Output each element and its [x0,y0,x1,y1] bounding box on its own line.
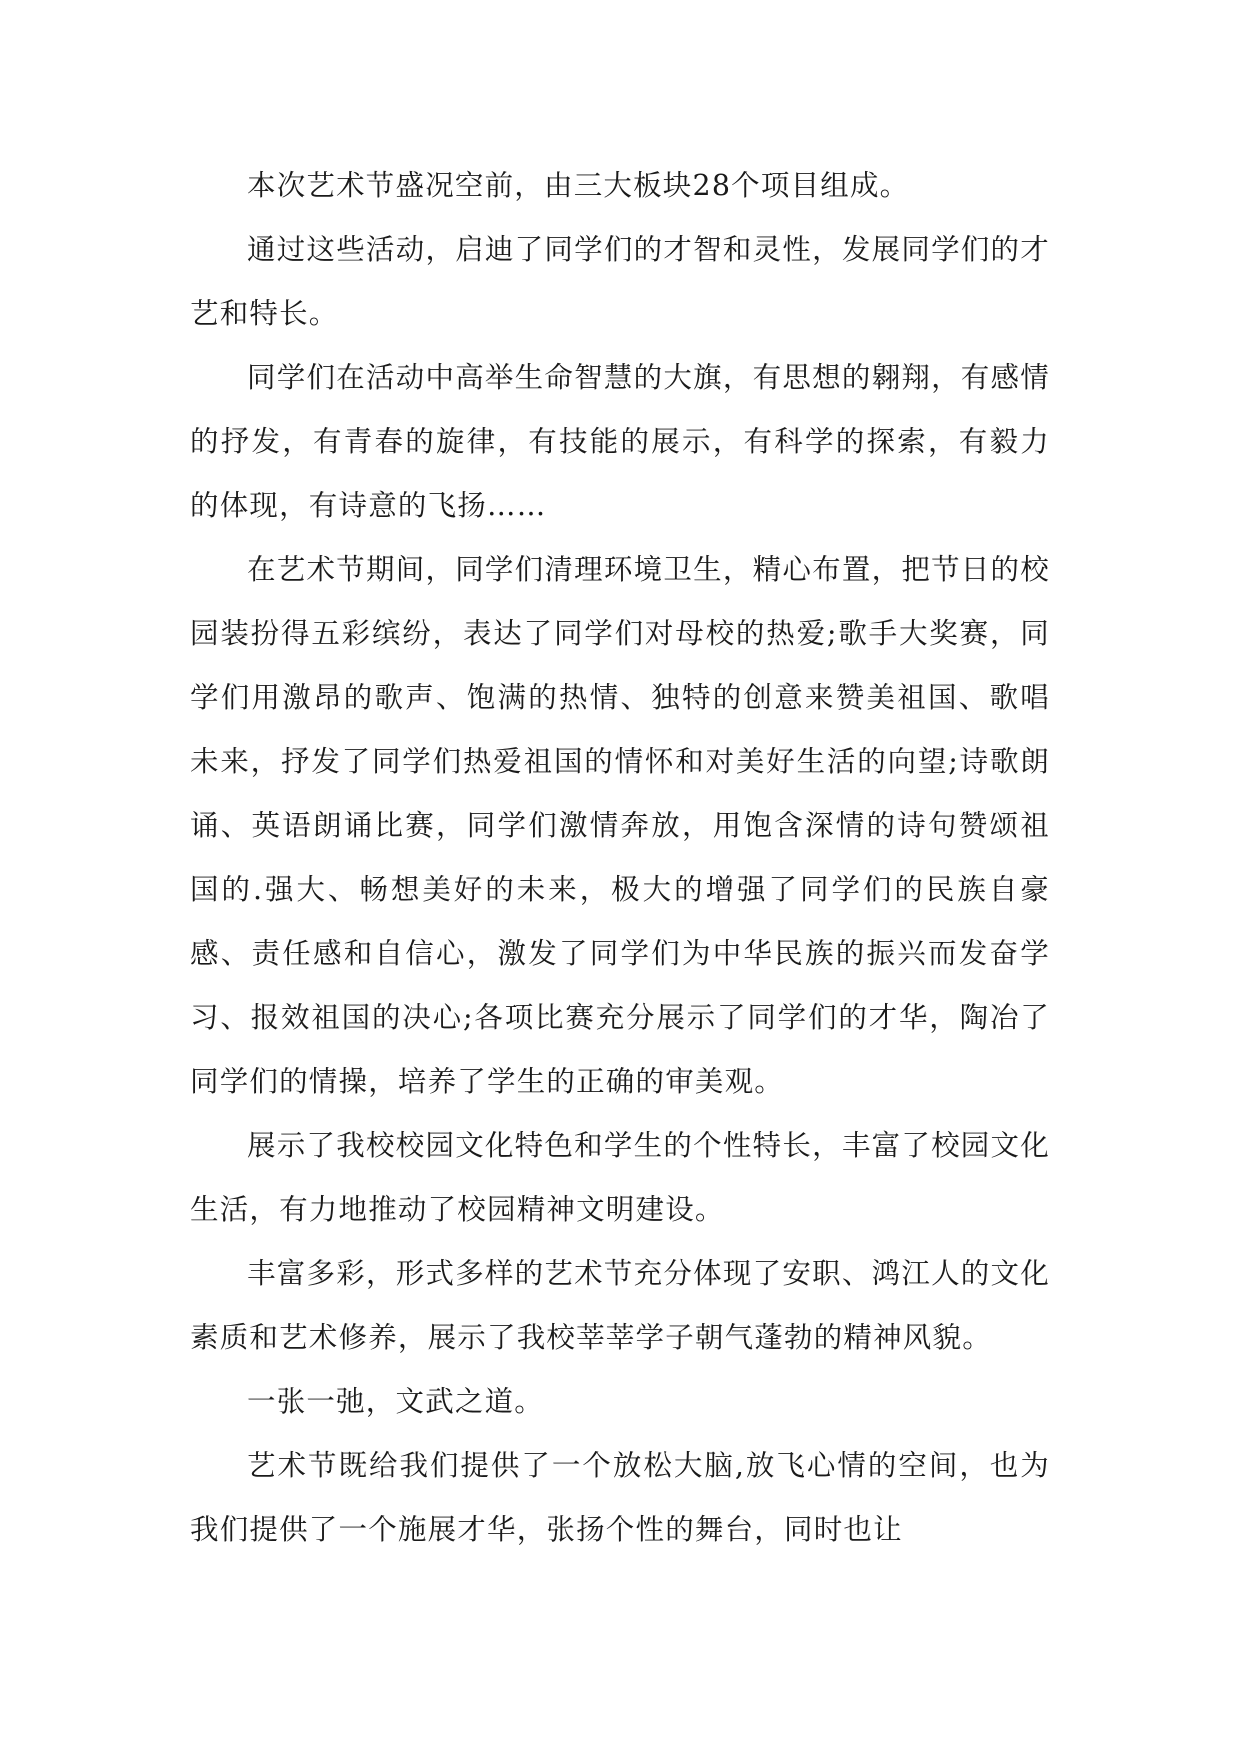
paragraph-2: 通过这些活动，启迪了同学们的才智和灵性，发展同学们的才艺和特长。 [190,233,1050,330]
paragraph-5: 展示了我校校园文化特色和学生的个性特长，丰富了校园文化生活，有力地推动了校园精神文明建设。 [190,1129,1050,1226]
document-body [190,154,1050,1562]
paragraph-8: 艺术节既给我们提供了一个放松大脑,放飞心情的空间，也为我们提供了一个施展才华，张扬个性的舞台，同时也让 [190,1449,1050,1546]
paragraph-6: 丰富多彩，形式多样的艺术节充分体现了安职、鸿江人的文化素质和艺术修养，展示了我校莘莘学子朝气蓬勃的精神风貌。 [190,1257,1050,1354]
paragraph-1: 本次艺术节盛况空前，由三大板块28个项目组成。 [247,169,910,202]
paragraph-3: 同学们在活动中高举生命智慧的大旗，有思想的翱翔，有感情的抒发，有青春的旋律，有技能的展示，有科学的探索，有毅力的体现，有诗意的飞扬…… [190,361,1050,522]
paragraph-7: 一张一弛，文武之道。 [247,1385,545,1418]
paragraph-4: 在艺术节期间，同学们清理环境卫生，精心布置，把节日的校园装扮得五彩缤纷，表达了同学们对母校的热爱;歌手大奖赛，同学们用激昂的歌声、饱满的热情、独特的创意来赞美祖国、歌唱未来，抒发了同学们热爱祖国的情怀和对美好生活的向望;诗歌朗诵、英语朗诵比赛，同学们激情奔放，用饱含深情的诗句赞颂祖国的.强大、畅想美好的未来，极大的增强了同学们的民族自豪感、责任感和自信心，激发了同学们为中华民族的振兴而发奋学习、报效祖国的决心;各项比赛充分展示了同学们的才华，陶冶了同学们的情操，培养了学生的正确的审美观。 [190,553,1050,1098]
